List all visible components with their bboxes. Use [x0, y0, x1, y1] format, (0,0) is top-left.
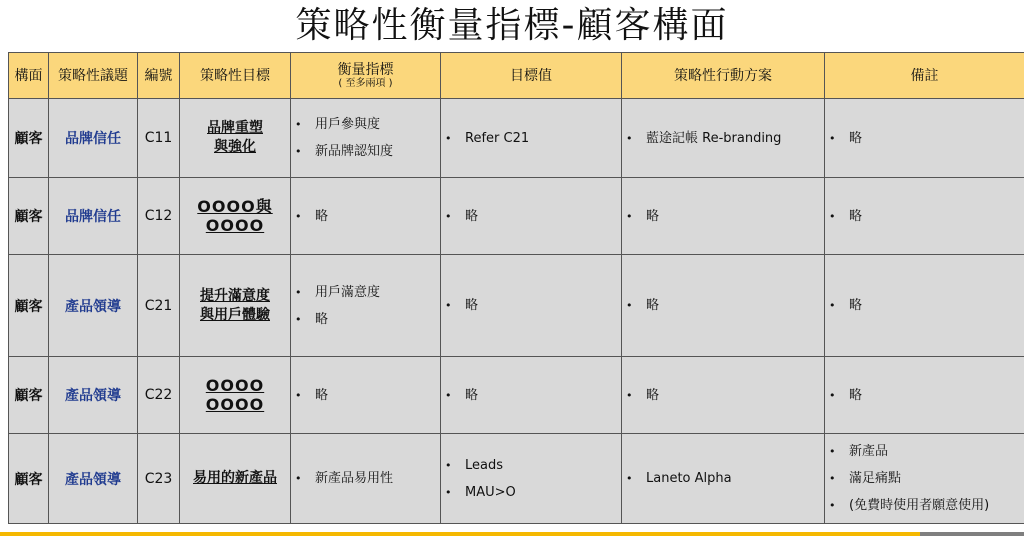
bullet-item: • 略	[445, 382, 621, 409]
perspective-cell: 顧客	[9, 255, 49, 357]
target-cell	[441, 178, 622, 255]
objective-line: OOOO	[205, 395, 265, 414]
page-title: 策略性衡量指標-顧客構面	[295, 5, 729, 46]
objective-text	[197, 197, 272, 235]
target-cell	[441, 434, 622, 524]
bullet-item: • 新產品	[829, 438, 1024, 465]
objective-text	[206, 376, 264, 414]
bullet-item: • Leads	[445, 452, 621, 479]
measure-cell	[291, 178, 441, 255]
initiative-cell-list	[622, 465, 824, 492]
theme-cell: 產品領導	[49, 255, 138, 357]
bullet-item: • 略	[829, 203, 1024, 230]
bullet-item: • 滿足痛點	[829, 465, 1024, 492]
bullet-item: • 略	[295, 203, 440, 230]
theme-cell: 產品領導	[49, 357, 138, 434]
measure-cell-list	[291, 465, 440, 492]
objective-line: OOOO	[205, 216, 265, 235]
bullet-item: • 略	[295, 306, 440, 333]
remark-cell-list	[825, 125, 1024, 152]
objective-text	[200, 288, 270, 323]
code-cell: C21	[138, 255, 180, 357]
target-cell-list	[441, 292, 621, 319]
bullet-item: • Laneto Alpha	[626, 465, 824, 492]
bullet-item: • 略	[829, 382, 1024, 409]
measure-cell-list	[291, 382, 440, 409]
code-cell: C23	[138, 434, 180, 524]
measure-cell	[291, 434, 441, 524]
target-cell-list	[441, 125, 621, 152]
measure-cell	[291, 99, 441, 178]
objective-cell	[180, 357, 291, 434]
initiative-cell	[622, 99, 825, 178]
perspective-cell: 顧客	[9, 357, 49, 434]
remark-cell-list	[825, 203, 1024, 230]
bullet-item: • 略	[445, 292, 621, 319]
bullet-item: • 略	[829, 292, 1024, 319]
table-row	[9, 178, 1024, 255]
perspective-cell: 顧客	[9, 99, 49, 178]
measure-cell-list	[291, 279, 440, 333]
target-cell	[441, 255, 622, 357]
header-row	[9, 53, 1024, 99]
bullet-item: • 用戶參與度	[295, 111, 440, 138]
remark-cell	[825, 255, 1024, 357]
initiative-cell	[622, 357, 825, 434]
bullet-item: • 新品牌認知度	[295, 138, 440, 165]
header-initiative: 策略性行動方案	[622, 53, 825, 99]
bullet-item: • MAU>O	[445, 479, 621, 506]
remark-cell-list	[825, 438, 1024, 519]
objective-line: OOOO與	[197, 197, 273, 216]
bullet-item: • 略	[626, 382, 824, 409]
objective-cell	[180, 178, 291, 255]
measure-cell-list	[291, 111, 440, 165]
objective-line: 與強化	[214, 139, 256, 155]
table-row	[9, 255, 1024, 357]
measure-cell-list	[291, 203, 440, 230]
bullet-item: • 新產品易用性	[295, 465, 440, 492]
footer-gray-bar	[920, 532, 1024, 536]
table-row	[9, 99, 1024, 178]
objective-line: 與用戶體驗	[200, 306, 270, 323]
initiative-cell-list	[622, 382, 824, 409]
code-cell: C22	[138, 357, 180, 434]
remark-cell-list	[825, 382, 1024, 409]
remark-cell	[825, 434, 1024, 524]
objective-line: 品牌重塑	[207, 120, 263, 136]
remark-cell	[825, 178, 1024, 255]
theme-cell: 產品領導	[49, 434, 138, 524]
target-cell-list	[441, 382, 621, 409]
code-cell: C11	[138, 99, 180, 178]
initiative-cell	[622, 255, 825, 357]
perspective-cell: 顧客	[9, 178, 49, 255]
theme-cell: 品牌信任	[49, 178, 138, 255]
header-code: 編號	[138, 53, 180, 99]
header-objective: 策略性目標	[180, 53, 291, 99]
header-measure-note: ( 至多兩項 )	[338, 77, 393, 89]
bullet-item: • Refer C21	[445, 125, 621, 152]
initiative-cell-list	[622, 125, 824, 152]
measure-cell	[291, 357, 441, 434]
perspective-cell: 顧客	[9, 434, 49, 524]
header-measure-label: 衡量指標	[337, 61, 394, 78]
code-cell: C12	[138, 178, 180, 255]
initiative-cell	[622, 434, 825, 524]
objective-cell	[180, 99, 291, 178]
bullet-item: • 略	[829, 125, 1024, 152]
header-remark: 備註	[825, 53, 1024, 99]
objective-cell	[180, 434, 291, 524]
target-cell	[441, 99, 622, 178]
measure-cell	[291, 255, 441, 357]
initiative-cell	[622, 178, 825, 255]
objective-line: OOOO	[205, 376, 265, 395]
objective-line: 提升滿意度	[200, 287, 270, 304]
strategy-table	[8, 52, 1024, 524]
header-theme: 策略性議題	[49, 53, 138, 99]
bullet-item: • (免費時使用者願意使用)	[829, 492, 1024, 519]
header-measure	[291, 53, 441, 99]
bullet-item: • 用戶滿意度	[295, 279, 440, 306]
bullet-item: • 略	[445, 203, 621, 230]
table-row	[9, 357, 1024, 434]
initiative-cell-list	[622, 203, 824, 230]
header-perspective: 構面	[9, 53, 49, 99]
remark-cell	[825, 99, 1024, 178]
bullet-item: • 略	[295, 382, 440, 409]
target-cell-list	[441, 203, 621, 230]
target-cell	[441, 357, 622, 434]
table-row	[9, 434, 1024, 524]
footer-accent-bar	[0, 532, 920, 536]
header-target: 目標值	[441, 53, 622, 99]
bullet-item: • 略	[626, 203, 824, 230]
remark-cell-list	[825, 292, 1024, 319]
bullet-item: • 略	[626, 292, 824, 319]
initiative-cell-list	[622, 292, 824, 319]
target-cell-list	[441, 452, 621, 506]
bullet-item: • 藍途記帳 Re-branding	[626, 125, 824, 152]
objective-text	[207, 120, 263, 155]
theme-cell: 品牌信任	[49, 99, 138, 178]
objective-text: 易用的新產品	[193, 470, 277, 486]
remark-cell	[825, 357, 1024, 434]
objective-cell	[180, 255, 291, 357]
